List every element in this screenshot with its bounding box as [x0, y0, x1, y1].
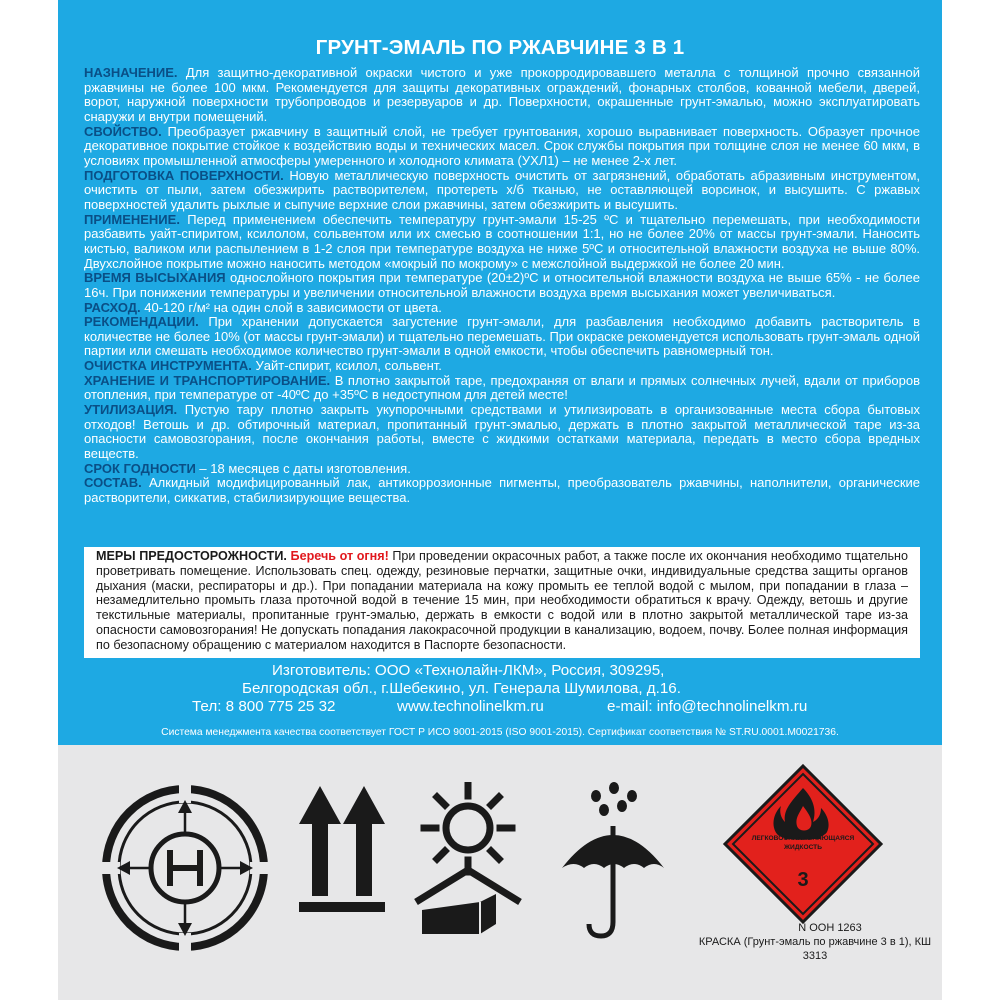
section-consumption: [84, 301, 920, 316]
section-surface-prep: [84, 169, 920, 213]
section-heading: РЕКОМЕНДАЦИИ.: [84, 314, 199, 330]
hazard-label-line-1: ЛЕГКОВОСПЛАМЕНЯЮЩАЯСЯ: [751, 835, 855, 842]
section-body: В плотно закрытой таре, предохраняя от влаги и прямых солнечных лучей, вдали от приборов отопления, при температуре от -40ºС до +35ºС в недоступном для детей месте!: [84, 372, 920, 403]
section-property: [84, 125, 920, 169]
section-drying-time: [84, 271, 920, 300]
section-body: Перед применением обеспечить температуру грунт-эмали 15-25 ºС и тщательно перемешать, при необходимости разбавить уайт-спиритом, ксилолом, сольвентом или их смесью в соотношении 1:1, но не более 20% от массы грунт-эмали. Наносить кистью, валиком или распылением в 1-2 слоя при температуре воздуха не ниже 5ºС и относительной влажности воздуха не выше 80%. Двухслойное покрытие можно наносить методом «мокрый по мокрому» с межслойной выдержкой не более 20 мин.: [84, 211, 920, 271]
hazard-description: КРАСКА (Грунт-эмаль по ржавчине 3 в 1), КШ 3313: [698, 936, 932, 962]
safety-warning-text: [96, 549, 908, 653]
section-heading: ВРЕМЯ ВЫСЫХАНИЯ: [84, 270, 226, 286]
section-heading: СВОЙСТВО.: [84, 123, 162, 139]
certification-text: Система менеджмента качества соответствует ГОСТ Р ИСО 9001-2015 (ISO 9001-2015). Сертификат соответствия № ST.RU.0001.M0021736.: [161, 727, 839, 738]
manufacturer-line-1: Изготовитель: ООО «Технолайн-ЛКМ», Россия, 309295,: [272, 662, 665, 679]
keep-dry-icon: [558, 782, 668, 942]
hazard-code: N OOH 1263: [798, 922, 862, 934]
warning-body: При проведении окрасочных работ, а также после их окончания необходимо тщательно проветривать помещение. Использовать спец. одежду, резиновые перчатки, защитные очки, индивидуальные средства защиты органов дыхания (маски, респираторы и др.). При попадании материала на кожу промыть ее теплой водой с мылом, при попадании в глаза – незамедлительно промыть глаза проточной водой в течение 15 мин, при необходимости обратиться к врачу. Одежду, ветошь и другие текстильные материалы, пропитанные грунт-эмалью, держать в емкости с водой или в плотно закрытой металлической таре из-за опасности самовозгорания! Не допускать попадания лакокрасочной продукции в канализацию, водоем, почву. Более полная информация по безопасному обращению с материалом находится в Паспорте безопасности.: [96, 549, 909, 652]
section-body: Новую металлическую поверхность очистить от загрязнений, обработать абразивным инструментом, очистить от пыли, затем обезжирить растворителем, протереть х/б тканью, не оставляющей ворсинок, и высушить. С ржавых поверхностей удалить рыхлые и сыпучие верхние слои ржавчины, затем обезжирить и высушить.: [84, 167, 920, 212]
section-heading: ПОДГОТОВКА ПОВЕРХНОСТИ.: [84, 167, 284, 183]
section-tool-cleaning: [84, 359, 920, 374]
section-shelf-life: [84, 462, 920, 477]
section-body: При хранении допускается загустение грунт-эмали, для разбавления необходимо добавить растворитель в количестве не более 10% (от массы грунт-эмали) и тщательно перемешать. При окраске рекомендуется использовать грунт-эмаль одной партии или смешать необходимое количество грунт-эмали в одной емкости, чтобы обеспечить равномерный тон.: [84, 314, 920, 359]
safety-warning-box: [84, 547, 920, 658]
section-heading: НАЗНАЧЕНИЕ.: [84, 65, 178, 80]
section-body: Преобразует ржавчину в защитный слой, не требует грунтования, хорошо выравнивает поверхность. Образует прочное декоративное покрытие стойкое к воздействию воды и технических масел. Срок службы покрытия при толщине слоя не менее 60 мкм, в условиях промышленной атмосферы умеренного и холодного климата (УХЛ1) – не менее 2-х лет.: [84, 123, 920, 168]
manufacturer-address: Белгородская обл., г.Шебекино, ул. Генерала Шумилова, д.16.: [242, 680, 681, 697]
section-body: 40-120 г/м² на один слой в зависимости от цвета.: [140, 299, 442, 315]
section-composition: [84, 476, 920, 505]
hazard-class-number: 3: [797, 869, 809, 891]
section-purpose: [84, 66, 920, 125]
instructions-text: [84, 66, 920, 506]
section-heading: РАСХОД.: [84, 299, 141, 315]
section-body: Алкидный модифицированный лак, антикоррозионные пигменты, преобразователь ржавчины, наполнители, органические растворители, сиккатив, стабилизирующие вещества.: [84, 475, 920, 506]
section-storage: [84, 374, 920, 403]
manufacturer-email: e-mail: info@technolinelkm.ru: [607, 698, 808, 715]
section-heading: ХРАНЕНИЕ И ТРАНСПОРТИРОВАНИЕ.: [84, 372, 331, 388]
manufacturer-phone: Тел: 8 800 775 25 32: [192, 698, 336, 715]
warning-heading: МЕРЫ ПРЕДОСТОРОЖНОСТИ.: [96, 549, 287, 563]
product-title: ГРУНТ-ЭМАЛЬ ПО РЖАВЧИНЕ 3 В 1: [315, 36, 685, 59]
section-disposal: [84, 403, 920, 462]
section-body: Пустую тару плотно закрыть укупорочными средствами и утилизировать в организованные места сбора бытовых отходов! Ветошь и др. обтирочный материал, пропитанный грунт-эмалью, держать в плотно закрытой металлической таре из-за опасности самовозгорания, после окончания работы, вместе с жидкими остатками материала, передать в место сбора вредных веществ.: [84, 402, 920, 462]
section-heading: СОСТАВ.: [84, 475, 142, 491]
fire-warning: Беречь от огня!: [290, 549, 389, 563]
section-application: [84, 213, 920, 272]
section-body: Для защитно-декоративной окраски чистого и уже прокорродировавшего металла с толщиной прочно связанной ржавчины не более 100 мкм. Рекомендуется для защиты декоративных ограждений, фонарных столбов, кованной мебели, дверей, ворот, наружной поверхности трубопроводов и резервуаров и др. Поверхности, окрашенные грунт-эмалью, можно эксплуатировать снаружи и внутри помещений.: [84, 65, 920, 124]
section-heading: УТИЛИЗАЦИЯ.: [84, 402, 178, 418]
center-of-gravity-icon: [100, 783, 270, 953]
hazard-label-line-2: ЖИДКОСТЬ: [784, 844, 822, 851]
keep-away-from-sunlight-icon: [408, 782, 528, 942]
section-recommendations: [84, 315, 920, 359]
section-body: – 18 месяцев с даты изготовления.: [195, 460, 411, 476]
manufacturer-website: www.technolinelkm.ru: [397, 698, 544, 715]
section-body: однослойного покрытия при температуре (20±2)ºС и относительной влажности воздуха не выше 65% - не более 16ч. При понижении температуры и увеличении относительной влажности воздуха время высыхания может увеличиваться.: [84, 270, 920, 300]
flammable-liquid-icon: [721, 762, 885, 926]
this-way-up-icon: [297, 786, 387, 916]
section-heading: ОЧИСТКА ИНСТРУМЕНТА.: [84, 358, 252, 374]
section-body: Уайт-спирит, ксилол, сольвент.: [251, 358, 442, 374]
section-heading: ПРИМЕНЕНИЕ.: [84, 211, 180, 227]
section-heading: СРОК ГОДНОСТИ: [84, 460, 196, 476]
